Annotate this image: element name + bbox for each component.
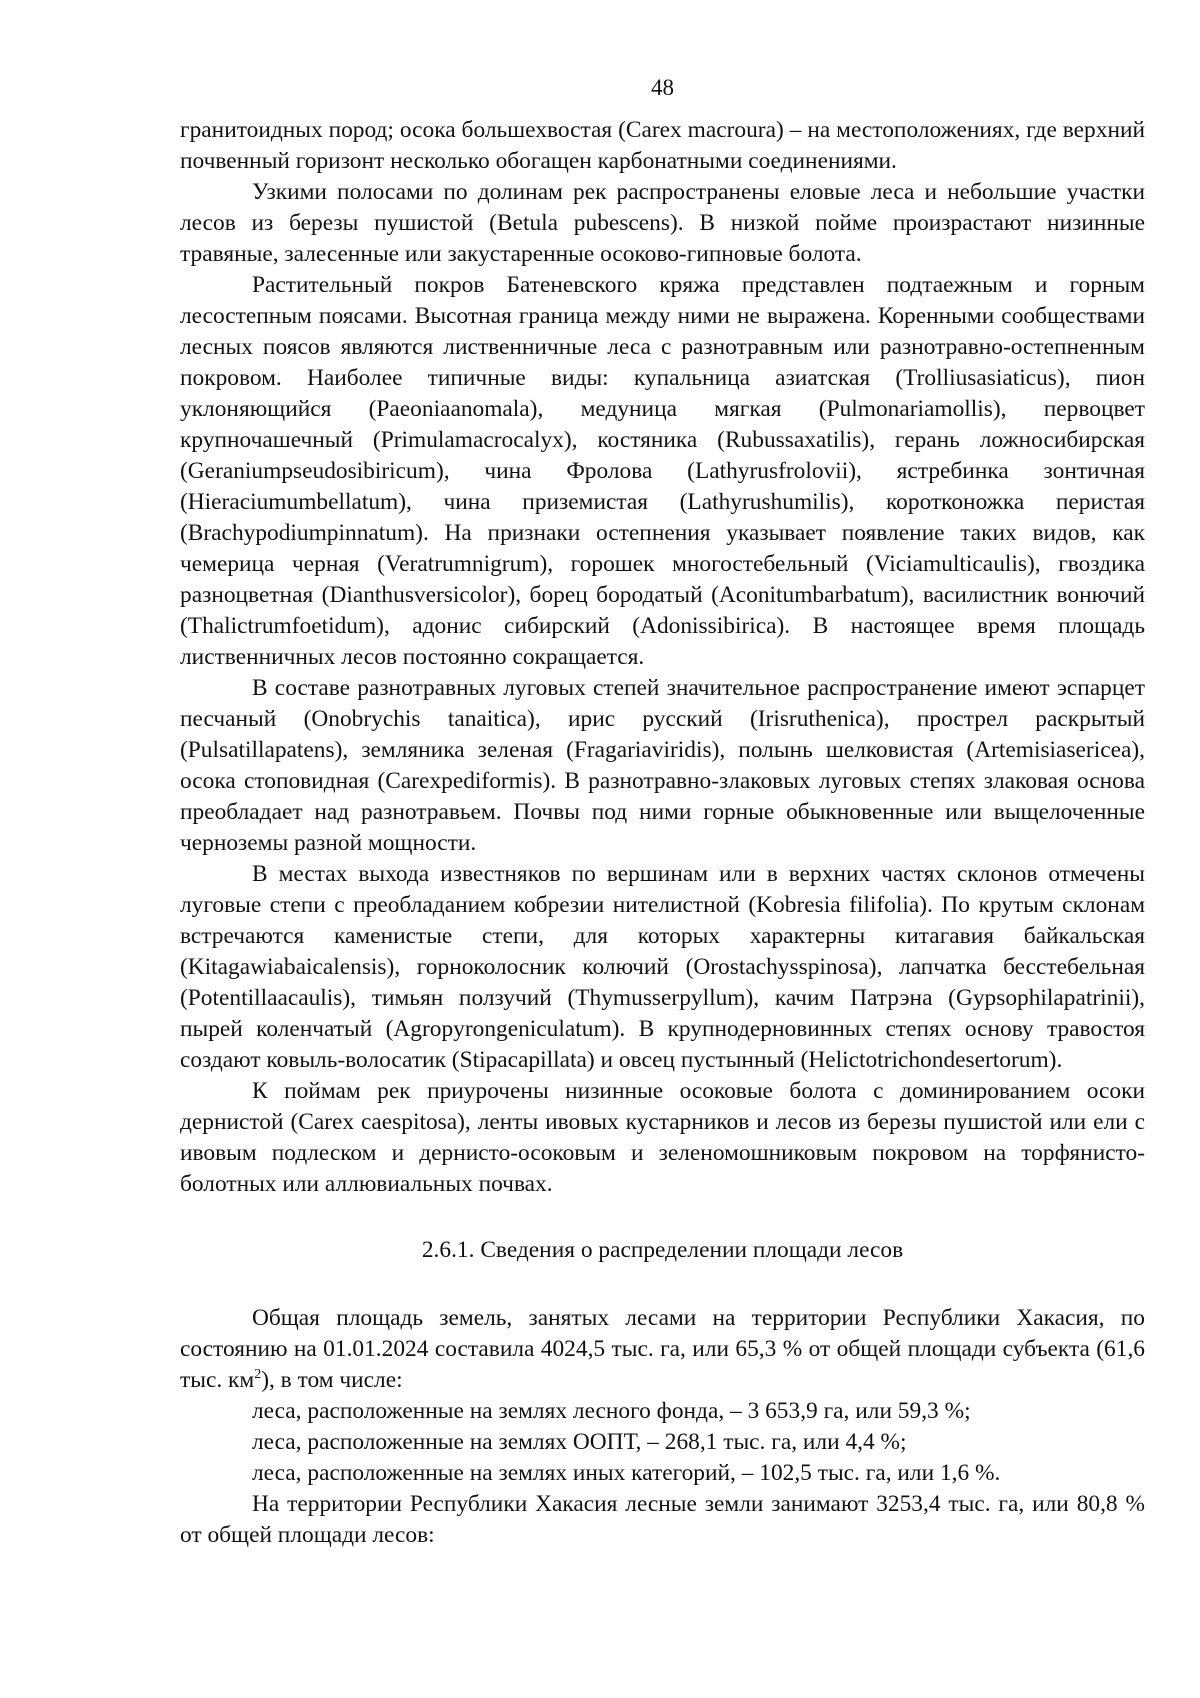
superscript-2: 2 xyxy=(254,1367,262,1382)
total-area-text: Общая площадь земель, занятых лесами на территории Республики Хакасия, по состоянию на 01.01.2024 составила 4024,5 тыс. га, или 65,3 % от общей площади субъекта (61,6 тыс. км xyxy=(180,1305,1145,1393)
page-number: 48 xyxy=(651,75,674,100)
paragraph-floodplain-bogs: К поймам рек приурочены низинные осоковые болота с доминированием осоки дернистой (Carex caespitosa), ленты ивовых кустарников и лесов из березы пушистой или ели с ивовым подлеском и дернисто-осоковым и зеленомошниковым покровом на торфянисто-болотных или аллювиальных почвах. xyxy=(180,1078,1145,1197)
paragraph-forest-lands: На территории Республики Хакасия лесные земли занимают 3253,4 тыс. га, или 80,8 % от общей площади лесов: xyxy=(180,1491,1145,1548)
paragraph-batenevsky-ridge: Растительный покров Батеневского кряжа представлен подтаежным и горным лесостепным поясами. Высотная граница между ними не выражена. Коренными сообществами лесных поясов являются лиственничные леса с разнотравным или разнотравно-остепненным покровом. Наиболее типичные виды: купальница азиатская (Trolliusasiaticus), пион уклоняющийся (Paeoniaanomala), медуница мягкая (Pulmonariamollis), первоцвет крупночашечный (Primulamacrocalyx), костяника (Rubussaxatilis), герань ложносибирская (Geraniumpseudosibiricum), чина Фролова (Lathyrusfrolovii), ястребинка зонтичная (Hieraciumumbellatum), чина приземистая (Lathyrushumilis), коротконожка перистая (Brachypodiumpinnatum). На признаки остепнения указывает появление таких видов, как чемерица черная (Veratrumnigrum), горошек многостебельный (Viciamulticaulis), гвоздика разноцветная (Dianthusversicolor), борец бородатый (Aconitumbarbatum), василистник вонючий (Thalictrumfoetidum), адонис сибирский (Adonissibirica). В настоящее время площадь лиственничных лесов постоянно сокращается. xyxy=(180,272,1145,670)
paragraph-limestone-steppes: В местах выхода известняков по вершинам или в верхних частях склонов отмечены луговые степи с преобладанием кобрезии нителистной (Kobresia filifolia). По крутым склонам встречаются каменистые степи, для которых характерны китагавия байкальская (Kitagawiabaicalensis), горноколосник колючий (Orostachysspinosa), лапчатка бесстебельная (Potentillaacaulis), тимьян ползучий (Thymusserpyllum), качим Патрэна (Gypsophilapatrinii), пырей коленчатый (Agropyrongeniculatum). В крупнодерновинных степях основу травостоя создают ковыль-волосатик (Stipacapillata) и овсец пустынный (Helictotrichondesertorum). xyxy=(180,861,1145,1073)
list-item-forest-fund: леса, расположенные на землях лесного фонда, – 3 653,9 га, или 59,3 %; xyxy=(252,1398,971,1424)
list-item-oopt: леса, расположенные на землях ООПТ, – 268,1 тыс. га, или 4,4 %; xyxy=(252,1429,907,1455)
total-area-text-end: ), в том числе: xyxy=(261,1367,403,1393)
paragraph-meadow-steppes: В составе разнотравных луговых степей значительное распространение имеют эспарцет песчаный (Onobrychis tanaitica), ирис русский (Irisruthenica), прострел раскрытый (Pulsatillapatens), земляника зеленая (Fragariaviridis), полынь шелковистая (Artemisiasericea), осока стоповидная (Carexpediformis). В разнотравно-злаковых луговых степях злаковая основа преобладает над разнотравьем. Почвы под ними горные обыкновенные или выщелоченные черноземы разной мощности. xyxy=(180,675,1145,856)
paragraph-total-forest-area xyxy=(180,1303,1145,1396)
list-item-other-categories: леса, расположенные на землях иных категорий, – 102,5 тыс. га, или 1,6 %. xyxy=(252,1460,1001,1486)
section-heading: 2.6.1. Сведения о распределении площади лесов xyxy=(421,1237,904,1263)
document-body xyxy=(180,115,1145,1551)
paragraph-carex-macroura: гранитоидных пород; осока большехвостая (Carex macroura) – на местоположениях, где верхний почвенный горизонт несколько обогащен карбонатными соединениями. xyxy=(180,117,1145,174)
paragraph-spruce-forests: Узкими полосами по долинам рек распространены еловые леса и небольшие участки лесов из березы пушистой (Betula pubescens). В низкой пойме произрастают низинные травяные, залесенные или закустаренные осоково-гипновые болота. xyxy=(180,179,1145,267)
